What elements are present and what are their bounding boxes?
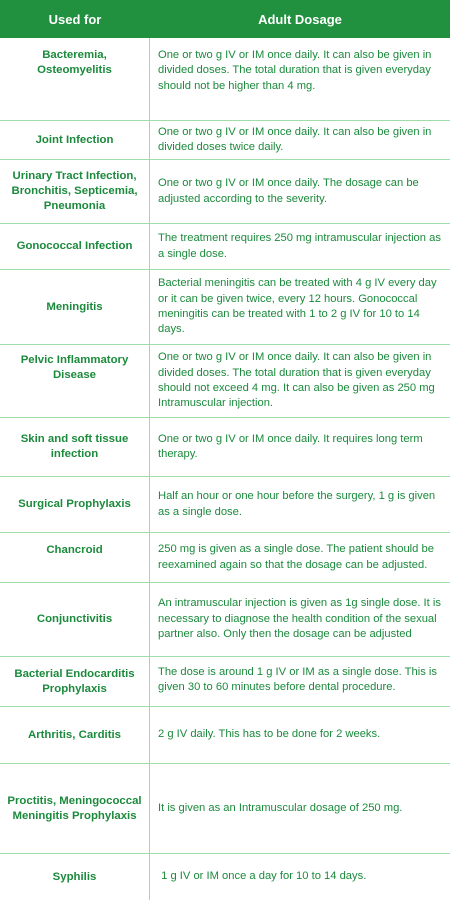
- used-for-cell: Conjunctivitis: [0, 583, 150, 656]
- dosage-cell: One or two g IV or IM once daily. It can also be given in divided doses. The total duration that is given everyday should not be higher than 4 mg.: [158, 49, 432, 92]
- table-row: [0, 224, 450, 270]
- table-row: [0, 477, 450, 533]
- dosage-cell: One or two g IV or IM once daily. It can also be given in divided doses twice daily.: [158, 125, 432, 153]
- used-for-cell: Pelvic Inflammatory Disease: [0, 345, 150, 417]
- dosage-cell: One or two g IV or IM once daily. It can also be given in divided doses. The total duration that is given everyday should not exceed 4 mg. It can also be given as 250 mg Intramuscular injection.: [158, 351, 435, 410]
- dosage-cell: 2 g IV daily. This has to be done for 2 weeks.: [158, 728, 381, 741]
- table-row: [0, 707, 450, 764]
- table-row: [0, 121, 450, 160]
- table-row: [0, 418, 450, 477]
- table-header: [0, 0, 450, 38]
- table-row: [0, 657, 450, 707]
- table-row: [0, 38, 450, 121]
- dosage-cell: One or two g IV or IM once daily. The dosage can be adjusted according to the severity.: [158, 177, 419, 205]
- used-for-cell: Urinary Tract Infection, Bronchitis, Septicemia, Pneumonia: [0, 160, 150, 223]
- table-row: [0, 160, 450, 224]
- dosage-cell: One or two g IV or IM once daily. It requires long term therapy.: [158, 432, 423, 460]
- used-for-cell: Gonococcal Infection: [0, 224, 150, 269]
- table-row: [0, 764, 450, 854]
- dosage-cell: Half an hour or one hour before the surgery, 1 g is given as a single dose.: [158, 490, 436, 518]
- table-row: [0, 854, 450, 900]
- used-for-cell: Arthritis, Carditis: [0, 707, 150, 763]
- header-used-for: Used for: [48, 11, 102, 27]
- dosage-cell: The dose is around 1 g IV or IM as a single dose. This is given 30 to 60 minutes before dental procedure.: [158, 666, 438, 694]
- dosage-cell: An intramuscular injection is given as 1g single dose. It is necessary to diagnose the health condition of the sexual partner also. Only then the dosage can be adjusted: [158, 597, 441, 641]
- used-for-cell: Meningitis: [0, 270, 150, 344]
- table-row: [0, 345, 450, 418]
- used-for-cell: Skin and soft tissue infection: [0, 418, 150, 476]
- used-for-cell: Bacterial Endocarditis Prophylaxis: [0, 657, 150, 706]
- used-for-cell: Surgical Prophylaxis: [0, 477, 150, 532]
- header-adult-dosage: Adult Dosage: [258, 11, 342, 27]
- table-row: [0, 533, 450, 583]
- dosage-cell: 250 mg is given as a single dose. The patient should be reexamined again so that the dosage can be adjusted.: [158, 543, 434, 571]
- used-for-cell: Proctitis, Meningococcal Meningitis Prophylaxis: [0, 764, 150, 853]
- table-row: [0, 270, 450, 345]
- dosage-cell: 1 g IV or IM once a day for 10 to 14 days.: [158, 870, 367, 883]
- used-for-cell: Chancroid: [0, 533, 150, 582]
- used-for-cell: Bacteremia, Osteomyelitis: [0, 38, 150, 120]
- dosage-cell: Bacterial meningitis can be treated with 4 g IV every day or it can be given twice, every 12 hours. Gonococcal meningitis can be treated with 1 to 2 g IV for 10 to 14 days.: [158, 277, 437, 336]
- table-row: [0, 583, 450, 657]
- used-for-cell: Joint Infection: [0, 121, 150, 159]
- dosage-cell: It is given as an Intramuscular dosage of 250 mg.: [158, 801, 403, 814]
- dosage-cell: The treatment requires 250 mg intramuscular injection as a single dose.: [158, 232, 441, 260]
- used-for-cell: Syphilis: [0, 854, 150, 900]
